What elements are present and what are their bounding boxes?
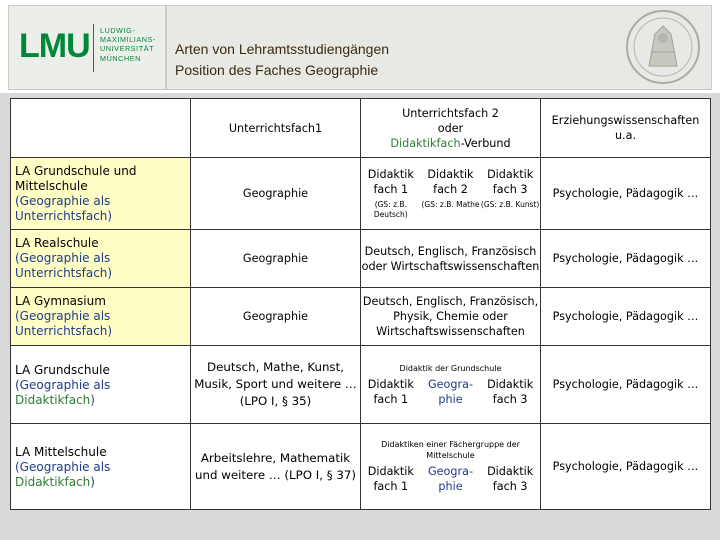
didaktik-group-cell <box>361 346 541 424</box>
didaktik-subcell <box>421 167 480 220</box>
lmu-logo <box>8 5 166 90</box>
didaktik-subcell: Didaktik fach 3 <box>487 377 534 406</box>
university-seal-icon <box>621 8 705 86</box>
row-label-title: LA Grundschule <box>15 362 110 377</box>
row-label-paren: ) <box>90 474 95 489</box>
didaktik-subcell <box>481 167 540 220</box>
didaktik-subcell <box>361 167 420 220</box>
logo-line: UNIVERSITÄT <box>100 44 155 54</box>
didaktik-subcells <box>361 167 540 220</box>
didaktik-subcell: Didaktik fach 1 <box>367 465 414 493</box>
row-label-title: LA Realschule <box>15 236 99 250</box>
ew-cell: Psychologie, Pädagogik … <box>541 424 711 510</box>
ew-cell: Psychologie, Pädagogik … <box>541 288 711 346</box>
didaktik-name: Didaktik fach 2 <box>427 168 474 196</box>
didaktik-group-cell <box>361 158 541 230</box>
row-label-sub <box>15 475 190 490</box>
table-row <box>11 288 711 346</box>
slide-title <box>175 39 389 81</box>
row-label <box>11 424 191 510</box>
row-label-title: LA Mittelschule <box>15 444 107 459</box>
title-line-1: Arten von Lehramtsstudiengängen <box>175 41 390 57</box>
didaktikfach-highlight: Didaktikfach <box>15 474 91 489</box>
didaktik-subcells <box>361 377 540 407</box>
header-fach2 <box>361 99 541 158</box>
title-banner <box>166 5 712 90</box>
fach1-cell: Geographie <box>191 158 361 230</box>
fach1-cell: Arbeitslehre, Mathematik und weitere … (LPO I, § 37) <box>191 424 361 510</box>
study-programs-table-wrapper <box>10 98 710 510</box>
fach1-cell: Deutsch, Mathe, Kunst, Musik, Sport und weitere … (LPO I, § 35) <box>191 346 361 424</box>
table-row <box>11 158 711 230</box>
row-label-sub <box>15 393 190 408</box>
logo-divider <box>93 24 94 72</box>
row-label <box>11 346 191 424</box>
header-fach2-line <box>361 136 540 151</box>
fach2-cell: Deutsch, Englisch, Französisch, Physik, Chemie oder Wirtschaftswissenschaften <box>361 288 541 346</box>
didaktik-subcells <box>361 464 540 494</box>
ew-cell: Psychologie, Pädagogik … <box>541 158 711 230</box>
ew-cell: Psychologie, Pädagogik … <box>541 230 711 288</box>
geographie-subcell: Geogra- phie <box>427 377 473 406</box>
header-fach2-line: oder <box>437 121 464 135</box>
header-fach2-line: Unterrichtsfach 2 <box>402 106 499 120</box>
fach1-cell: Geographie <box>191 230 361 288</box>
didaktik-caption: Didaktik der Grundschule <box>399 363 502 373</box>
table-row <box>11 230 711 288</box>
logo-line: MÜNCHEN <box>100 53 141 63</box>
header-fach2-suffix: -Verbund <box>460 136 511 150</box>
geographie-subcell: Geogra- phie <box>427 465 473 493</box>
logo-line: MAXIMILIANS- <box>100 35 156 45</box>
didaktik-note: (GS: z.B. Kunst) <box>480 200 540 209</box>
row-label <box>11 230 191 288</box>
title-line-2: Position des Faches Geographie <box>175 62 379 78</box>
row-label-title: LA Grundschule und Mittelschule <box>15 163 137 193</box>
didaktik-subcell: Didaktik fach 1 <box>367 377 414 406</box>
study-programs-table <box>10 98 711 510</box>
table-row <box>11 424 711 510</box>
header-fach1: Unterrichtsfach1 <box>191 99 361 158</box>
fach1-cell: Geographie <box>191 288 361 346</box>
logo-line: LUDWIG- <box>100 26 136 35</box>
header-empty-cell <box>11 99 191 158</box>
didaktikfach-highlight: Didaktikfach <box>390 136 461 150</box>
fach2-cell: Deutsch, Englisch, Französisch oder Wirtschaftswissenschaften <box>361 230 541 288</box>
lmu-logo-text: LMU <box>19 27 90 65</box>
didaktikfach-highlight: Didaktikfach <box>15 392 91 407</box>
row-label-sub: (Geographie als <box>15 377 111 392</box>
row-label-title: LA Gymnasium <box>15 294 106 308</box>
didaktik-name: Didaktik fach 1 <box>367 168 414 196</box>
row-label-sub: (Geographie als Unterrichtsfach) <box>15 251 113 280</box>
row-label <box>11 288 191 346</box>
row-label <box>11 158 191 230</box>
table-header-row <box>11 99 711 158</box>
row-label-sub: (Geographie als Unterrichtsfach) <box>15 309 113 338</box>
didaktik-note: (GS: z.B. Mathe <box>421 200 480 209</box>
ew-cell: Psychologie, Pädagogik … <box>541 346 711 424</box>
didaktik-subcell: Didaktik fach 3 <box>487 465 534 493</box>
row-label-sub: (Geographie als Unterrichtsfach) <box>15 193 113 223</box>
didaktik-note: (GS: z.B. Deutsch) <box>373 200 408 219</box>
row-label-paren: ) <box>90 392 95 407</box>
logo-university-name <box>100 26 156 63</box>
row-label-sub: (Geographie als <box>15 459 111 474</box>
header-ew: Erziehungswissenschaften u.a. <box>541 99 711 158</box>
table-row <box>11 346 711 424</box>
didaktik-group-cell <box>361 424 541 510</box>
didaktik-caption: Didaktiken einer Fächergruppe der Mittelschule <box>381 440 520 460</box>
didaktik-name: Didaktik fach 3 <box>487 168 534 196</box>
header <box>0 0 720 95</box>
